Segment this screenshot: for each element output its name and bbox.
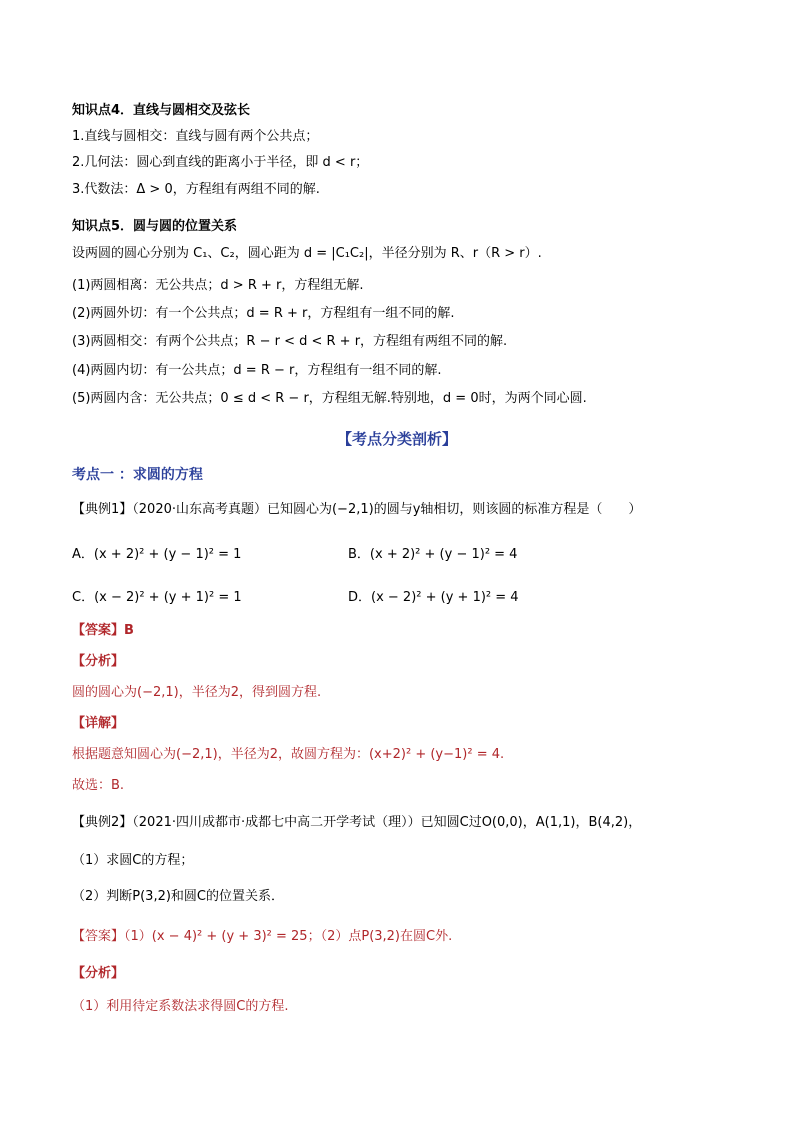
- detail-label-1: 【详解】: [72, 716, 125, 731]
- kp4-line-1: 1.直线与圆相交：直线与圆有两个公共点；: [72, 129, 319, 144]
- kp5-item-1: (1)两圆相离：无公共点；d > R + r，方程组无解.: [72, 278, 364, 293]
- topic-1-title: 考点一 ：求圆的方程: [72, 467, 203, 483]
- kp5-title: 知识点5．圆与圆的位置关系: [72, 219, 238, 234]
- analysis-text-1: 圆的圆心为(−2,1)，半径为2，得到圆方程.: [72, 685, 322, 700]
- choose-text-1: 故选：B.: [72, 778, 125, 793]
- example-2-q1: （1）求圆C的方程；: [72, 853, 194, 868]
- option-c: C．(x − 2)² + (y + 1)² = 1: [72, 590, 242, 605]
- kp5-intro: 设两圆的圆心分别为 C₁、C₂，圆心距为 d = |C₁C₂|，半径分别为 R、r（R > r）.: [72, 246, 542, 261]
- example-1-stem: 【典例1】（2020·山东高考真题）已知圆心为(−2,1)的圆与y轴相切，则该圆的标准方程是（ ）: [72, 502, 642, 517]
- answer-label-1: 【答案】B: [72, 623, 134, 638]
- kp4-line-2: 2.几何法：圆心到直线的距离小于半径，即 d < r；: [72, 155, 369, 170]
- option-a: A．(x + 2)² + (y − 1)² = 1: [72, 547, 242, 562]
- kp5-item-2: (2)两圆外切：有一个公共点；d = R + r，方程组有一组不同的解.: [72, 306, 455, 321]
- analysis-label-1: 【分析】: [72, 654, 125, 669]
- detail-text-1: 根据题意知圆心为(−2,1)，半径为2，故圆方程为：(x+2)² + (y−1)² = 4.: [72, 747, 505, 762]
- option-b: B．(x + 2)² + (y − 1)² = 4: [348, 547, 518, 562]
- kp4-line-3: 3.代数法：Δ > 0，方程组有两组不同的解.: [72, 182, 320, 197]
- analysis-label-2: 【分析】: [72, 966, 125, 981]
- kp5-item-5: (5)两圆内含：无公共点；0 ≤ d < R − r，方程组无解.特别地，d = 0时，为两个同心圆.: [72, 391, 587, 406]
- kp4-title: 知识点4．直线与圆相交及弦长: [72, 103, 251, 118]
- kp5-item-4: (4)两圆内切：有一公共点；d = R − r，方程组有一组不同的解.: [72, 363, 442, 378]
- option-d: D．(x − 2)² + (y + 1)² = 4: [348, 590, 519, 605]
- answer-text-2: 【答案】（1）(x − 4)² + (y + 3)² = 25；（2）点P(3,2)在圆C外.: [72, 929, 453, 944]
- kp5-item-3: (3)两圆相交：有两个公共点；R − r < d < R + r，方程组有两组不同的解.: [72, 334, 508, 349]
- analysis-text-2: （1）利用待定系数法求得圆C的方程.: [72, 999, 289, 1014]
- section-title: 【考点分类剖析】: [336, 430, 457, 448]
- example-2-stem: 【典例2】（2021·四川成都市·成都七中高二开学考试（理））已知圆C过O(0,0)，A(1,1)，B(4,2)，: [72, 815, 642, 830]
- example-2-q2: （2）判断P(3,2)和圆C的位置关系．: [72, 889, 285, 904]
